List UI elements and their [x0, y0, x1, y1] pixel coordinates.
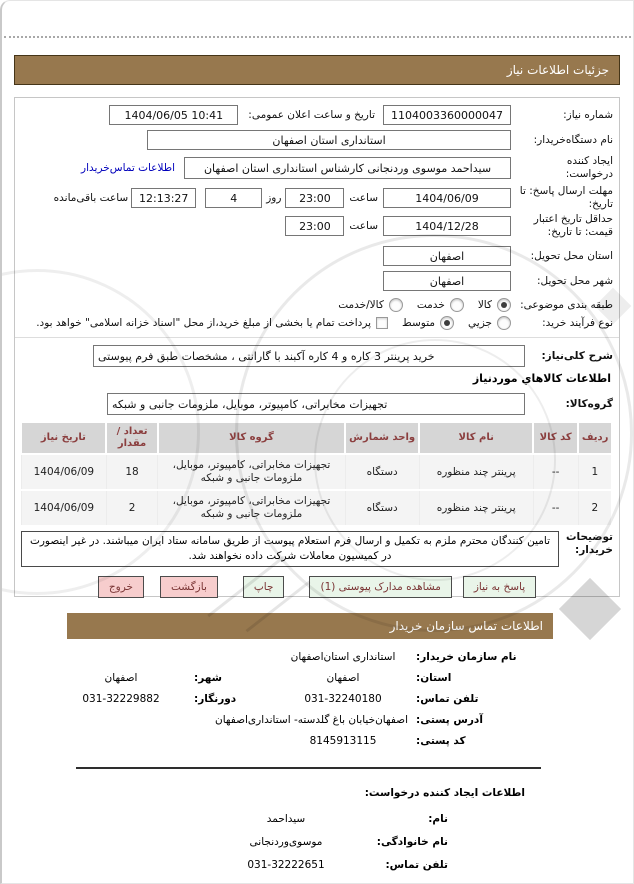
deadline-days-field[interactable]: 4	[205, 188, 262, 208]
col-header-unit: واحد شمارش	[345, 423, 419, 454]
goods-group-row	[21, 393, 613, 415]
classification-row	[21, 298, 613, 312]
org-contact-block	[0, 651, 633, 756]
org-name-row	[0, 651, 525, 663]
delivery-city-row	[21, 271, 613, 291]
back-button[interactable]: بازگشت	[160, 576, 218, 598]
requester-phone-row	[216, 859, 448, 871]
contact-phone-value: 031-32240180	[304, 693, 382, 705]
radio-service-label: خدمت	[416, 298, 445, 311]
radio-goods-label: کالا	[477, 298, 492, 311]
classification-option-goods-service	[338, 298, 403, 312]
section-header-org-contact-label: اطلاعات تماس سازمان خریدار	[389, 619, 543, 633]
deadline-label: مهلت ارسال پاسخ: تا تاریخ:	[519, 185, 613, 210]
buyer-contact-link[interactable]: اطلاعات تماس‌خریدار	[81, 162, 175, 174]
goods-table-header	[22, 423, 612, 454]
requester-family-label: نام خانوادگی:	[376, 836, 448, 848]
deadline-day-label: روز	[266, 191, 282, 204]
creator-row	[21, 155, 613, 181]
cell-date: 1404/06/09	[22, 490, 107, 525]
cell-name: پرینتر چند منظوره	[419, 454, 533, 490]
radio-medium-label: متوسط	[402, 316, 436, 329]
cell-group: تجهیزات مخابراتی، کامپیوتر، موبایل، ملزومات جانبی و شبکه	[158, 454, 345, 490]
requester-info-block	[216, 813, 448, 882]
goods-group-field[interactable]: تجهیزات مخابراتی، کامپیوتر، موبایل، ملزومات جانبی و شبکه	[107, 393, 525, 415]
goods-table	[21, 423, 611, 525]
panel-inner-separator	[15, 337, 619, 338]
process-type-label: نوع فرآیند خرید:	[542, 316, 613, 329]
col-header-row: ردیف	[578, 423, 611, 454]
requester-phone-label: تلفن تماس:	[385, 859, 448, 871]
process-option-minor	[468, 316, 511, 330]
view-attachments-button[interactable]: مشاهده مدارک پیوستی (1)	[309, 576, 451, 598]
section-header-need-details	[14, 55, 620, 85]
exit-button[interactable]: خروج	[98, 576, 144, 598]
deadline-hour-label: ساعت	[349, 191, 378, 204]
contact-divider-line	[76, 767, 541, 769]
goods-group-label: گروه‌کالا:	[565, 397, 613, 410]
classification-option-goods	[478, 298, 511, 312]
need-details-panel	[14, 97, 620, 597]
buyer-notes-field[interactable]: تامین کنندگان محترم ملزم به تکمیل و ارسال فرم استعلام پیوست از طریق سامانه ستاد ایران میباشند. در غیر اینصورت در کمیسیون معاملات شرکت داده نخواهند شد.	[21, 531, 559, 567]
creator-field[interactable]: سیداحمد موسوی وردنجانی کارشناس استانداری استان اصفهان	[184, 157, 511, 179]
classification-option-service	[417, 298, 464, 312]
phone-fax-row	[0, 693, 525, 705]
delivery-city-field[interactable]: اصفهان	[383, 271, 511, 291]
cell-unit: دستگاه	[345, 490, 419, 525]
col-header-code: کد کالا	[533, 423, 578, 454]
buyer-notes-row	[21, 531, 613, 567]
delivery-province-field[interactable]: اصفهان	[383, 246, 511, 266]
treasury-checkbox[interactable]	[376, 317, 388, 329]
contact-postal-value: 8145913115	[309, 735, 377, 747]
answer-need-button[interactable]: پاسخ به نیاز	[463, 576, 536, 598]
radio-goods-service[interactable]	[389, 298, 403, 312]
col-header-date: تاریخ نیاز	[22, 423, 107, 454]
section-header-org-contact	[67, 613, 553, 639]
contact-fax-value: 031-32229882	[82, 693, 160, 705]
goods-info-title: اطلاعات کالاهاي موردنیاز	[472, 372, 611, 385]
announce-datetime-field[interactable]: 1404/06/05 10:41	[109, 105, 238, 125]
validity-date-field[interactable]: 1404/12/28	[383, 216, 511, 236]
buyer-org-row	[21, 130, 613, 150]
delivery-city-label: شهر محل تحویل:	[537, 274, 613, 287]
section-header-need-details-label: جزئیات اطلاعات نیاز	[506, 63, 609, 77]
remaining-time-field: 12:13:27	[131, 188, 196, 208]
contact-province-value: اصفهان	[326, 672, 360, 684]
validity-label: حداقل تاریخ اعتبار قیمت: تا تاریخ:	[533, 213, 613, 238]
cell-code: --	[533, 490, 578, 525]
treasury-checkbox-label: پرداخت تمام یا بخشی از مبلغ خرید،از محل "اسناد خزانه اسلامی" خواهد بود.	[36, 316, 372, 329]
general-description-label: شرح کلی‌نیاز:	[541, 349, 613, 362]
general-description-row	[21, 345, 613, 367]
address-row	[0, 714, 525, 726]
contact-fax-label: دورنگار:	[194, 693, 237, 705]
contact-city-value: اصفهان	[104, 672, 138, 684]
radio-goods-selected[interactable]	[497, 298, 511, 312]
buyer-notes-label: توضیحات خریدار:	[565, 531, 613, 556]
deadline-hour-field[interactable]: 23:00	[285, 188, 344, 208]
postal-code-row	[0, 735, 525, 747]
validity-hour-field[interactable]: 23:00	[285, 216, 344, 236]
org-name-value: استانداری استان‌اصفهان	[290, 651, 396, 663]
province-city-row	[0, 672, 525, 684]
table-row	[22, 454, 612, 490]
announce-datetime-label: تاریخ و ساعت اعلان عمومی:	[248, 108, 375, 121]
cell-unit: دستگاه	[345, 454, 419, 490]
requester-name-label: نام:	[428, 813, 448, 825]
validity-row	[21, 213, 613, 239]
col-header-group: گروه کالا	[158, 423, 345, 454]
remaining-time-label: ساعت باقی‌مانده	[53, 191, 129, 204]
org-name-label: نام سازمان خریدار:	[416, 651, 517, 663]
buyer-org-label: نام دستگاه‌خریدار:	[533, 133, 613, 146]
contact-province-label: استان:	[416, 672, 452, 684]
contact-city-label: شهر:	[194, 672, 222, 684]
creator-label: ایجاد کننده درخواست:	[565, 155, 613, 180]
col-header-qty: تعداد / مقدار	[106, 423, 158, 454]
general-description-field[interactable]: خرید پرینتر 3 کاره و 4 کاره آکبند با گارانتی ، مشخصات طبق فرم پیوستی	[93, 345, 525, 367]
contact-postal-label: کد پستی:	[416, 735, 466, 747]
radio-minor[interactable]	[497, 316, 511, 330]
cell-row: 1	[578, 454, 611, 490]
radio-medium-selected[interactable]	[440, 316, 454, 330]
print-button[interactable]: چاپ	[243, 576, 285, 598]
cell-qty: 2	[106, 490, 158, 525]
process-type-row	[21, 316, 613, 330]
requester-name-row	[216, 813, 448, 825]
action-buttons-row	[21, 576, 613, 598]
requester-info-title: اطلاعات ایجاد کننده درخواست:	[364, 787, 525, 799]
top-dotted-separator	[4, 36, 631, 38]
contact-address-value: اصفهان‌خیابان باغ گلدسته- استانداری‌اصفهان	[215, 714, 408, 726]
radio-service[interactable]	[450, 298, 464, 312]
contact-address-label: آدرس پستی:	[416, 714, 483, 726]
requester-name-value: سیداحمد	[266, 813, 306, 825]
validity-hour-label: ساعت	[349, 219, 378, 232]
process-option-medium	[402, 316, 454, 330]
need-number-label: شماره نیاز:	[563, 108, 613, 121]
delivery-province-label: استان محل تحویل:	[530, 249, 613, 262]
treasury-option	[36, 317, 388, 330]
cell-code: --	[533, 454, 578, 490]
deadline-row	[21, 185, 613, 211]
contact-phone-label: تلفن تماس:	[416, 693, 479, 705]
requester-family-row	[216, 836, 448, 848]
radio-goods-service-label: کالا/خدمت	[338, 298, 384, 311]
cell-row: 2	[578, 490, 611, 525]
cell-group: تجهیزات مخابراتی، کامپیوتر، موبایل، ملزومات جانبی و شبکه	[158, 490, 345, 525]
requester-phone-value: 031-32222651	[247, 859, 325, 871]
need-number-row	[21, 105, 613, 125]
buyer-org-field[interactable]: استانداری استان اصفهان	[147, 130, 511, 150]
cell-qty: 18	[106, 454, 158, 490]
deadline-date-field[interactable]: 1404/06/09	[383, 188, 511, 208]
radio-minor-label: جزیي	[468, 316, 492, 329]
classification-label: طبقه بندی موضوعی:	[520, 298, 613, 311]
cell-date: 1404/06/09	[22, 454, 107, 490]
delivery-province-row	[21, 246, 613, 266]
cell-name: پرینتر چند منظوره	[419, 490, 533, 525]
table-row	[22, 490, 612, 525]
need-number-field[interactable]: 1104003360000047	[383, 105, 511, 125]
requester-family-value: موسوی‌وردنجانی	[249, 836, 323, 848]
col-header-name: نام کالا	[419, 423, 533, 454]
